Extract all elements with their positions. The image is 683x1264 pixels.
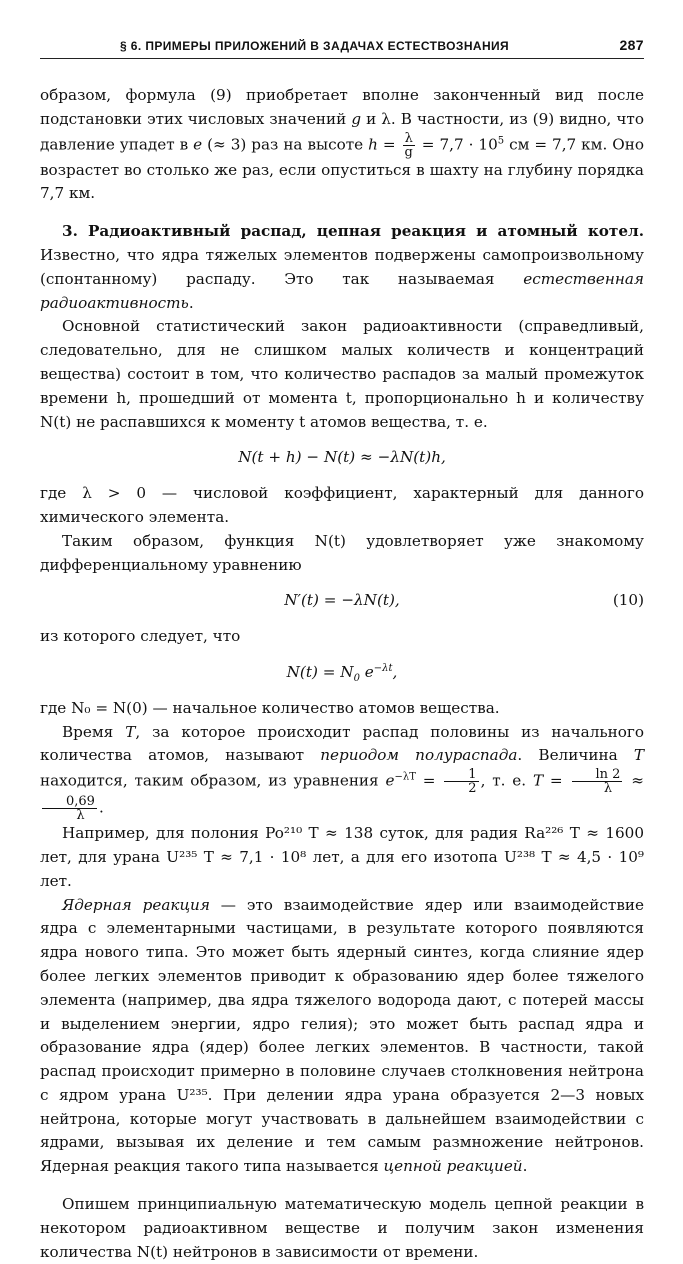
paragraph-half-life-examples: Например, для полония Po²¹⁰ T ≈ 138 суток, для радия Ra²²⁶ T ≈ 1600 лет, для урана U²³⁵ T ≈ 7,1 · 10⁸ лет, а для его изотопа U²³⁸ T ≈ 4,5 · 10⁹ лет.	[40, 824, 644, 890]
paragraph-diff-eq-intro: Таким образом, функция N(t) удовлетворяет уже знакомому дифференциальному уравнению	[40, 531, 644, 574]
section-heading: 3. Радиоактивный распад, цепная реакция и атомный котел.	[62, 222, 644, 241]
fraction-lambda-over-g: $\frac{\lambda}{g}$	[404, 130, 413, 160]
fraction-one-half: $\frac{1}{2}$	[444, 768, 478, 795]
fraction-069-over-lambda: $\frac{0,69}{\lambda}$	[42, 795, 97, 822]
paragraph-chain-model: Опишем принципиальную математическую модель цепной реакции в некотором радиоактивном веществе и получим закон изменения количества N(t) нейтронов в зависимости от времени.	[40, 1195, 644, 1261]
paragraph-decay-law: Основной статистический закон радиоактивности (справедливый, следовательно, для не слишком малых количеств и концентраций вещества) состоит в том, что количество распадов за малый промежуток времени h, прошедший от момента t, пропорционально h и количеству N(t) не распавшихся к моменту t атомов вещества, т. е.	[40, 317, 644, 431]
equation-number: (10)	[612, 591, 644, 610]
formula-decay-approx: N(t + h) − N(t) ≈ −λN(t)h,	[238, 448, 446, 467]
page-header	[40, 36, 644, 59]
section-3-intro: 3. Радиоактивный распад, цепная реакция и атомный котел. Известно, что ядра тяжелых элементов подвержены самопроизвольному (спонтанному) распаду. Это так называемая естественная радиоактивность.	[40, 222, 644, 312]
running-title: § 6. ПРИМЕРЫ ПРИЛОЖЕНИЙ В ЗАДАЧАХ ЕСТЕСТВОЗНАНИЯ	[120, 39, 510, 53]
fraction-ln2-over-lambda: $\frac{\ln 2}{\lambda}$	[572, 768, 623, 795]
paragraph-pressure: образом, формула (9) приобретает вполне законченный вид после подстановки этих числовых значений g и λ. В частности, из (9) видно, что давление упадет в e (≈ 3) раз на высоте h = $\frac{\lambda}{g}$ = $7,7 \cdot 10^5$ см = 7,7 км. Оно возрастет во столько же раз, если опуститься в шахту на глубину порядка 7,7 км.	[40, 86, 644, 203]
paragraph-lambda: где λ > 0 — числовой коэффициент, характерный для данного химического элемента.	[40, 484, 644, 526]
paragraph-half-life: Время T, за которое происходит распад половины из начального количества атомов, называют периодом полураспада. Величина T находится, таким образом, из уравнения $e^{-\lambda T}$ = $\frac{1}{2}$ , т. е. T = $\frac{\ln 2}{\lambda}$ ≈ $\frac{0,69}{\lambda}$ .	[40, 722, 644, 824]
paragraph-initial-amount: где N₀ = N(0) — начальное количество атомов вещества.	[40, 698, 500, 717]
page-number: 287	[619, 37, 644, 53]
page-body	[40, 84, 644, 1264]
paragraph-follows: из которого следует, что	[40, 627, 241, 646]
formula-solution: $N(t) = N_0$ $e^{-\lambda t}$,	[286, 662, 398, 684]
formula-10: N′(t) = −λN(t), (10)	[40, 589, 644, 613]
paragraph-nuclear-reaction: Ядерная реакция — это взаимодействие ядер или взаимодействие ядра с элементарными частицами, в результате которого появляются ядра нового типа. Это может быть ядерный синтез, когда слияние ядер более легких элементов приводит к образованию ядер более тяжелого элемента (например, два ядра тяжелого водорода дают, с потерей массы и выделением энергии, ядро гелия); это может быть распад ядра и образование ядра (ядер) более легких элементов. В частности, такой распад происходит примерно в половине случаев столкновения нейтрона с ядром урана U²³⁵. При делении ядра урана образуется 2—3 новых нейтрона, которые могут участвовать в дальнейшем взаимодействии с ядрами, вызывая их деление и тем самым размножение нейтронов. Ядерная реакция такого типа называется цепной реакцией.	[40, 895, 644, 1176]
